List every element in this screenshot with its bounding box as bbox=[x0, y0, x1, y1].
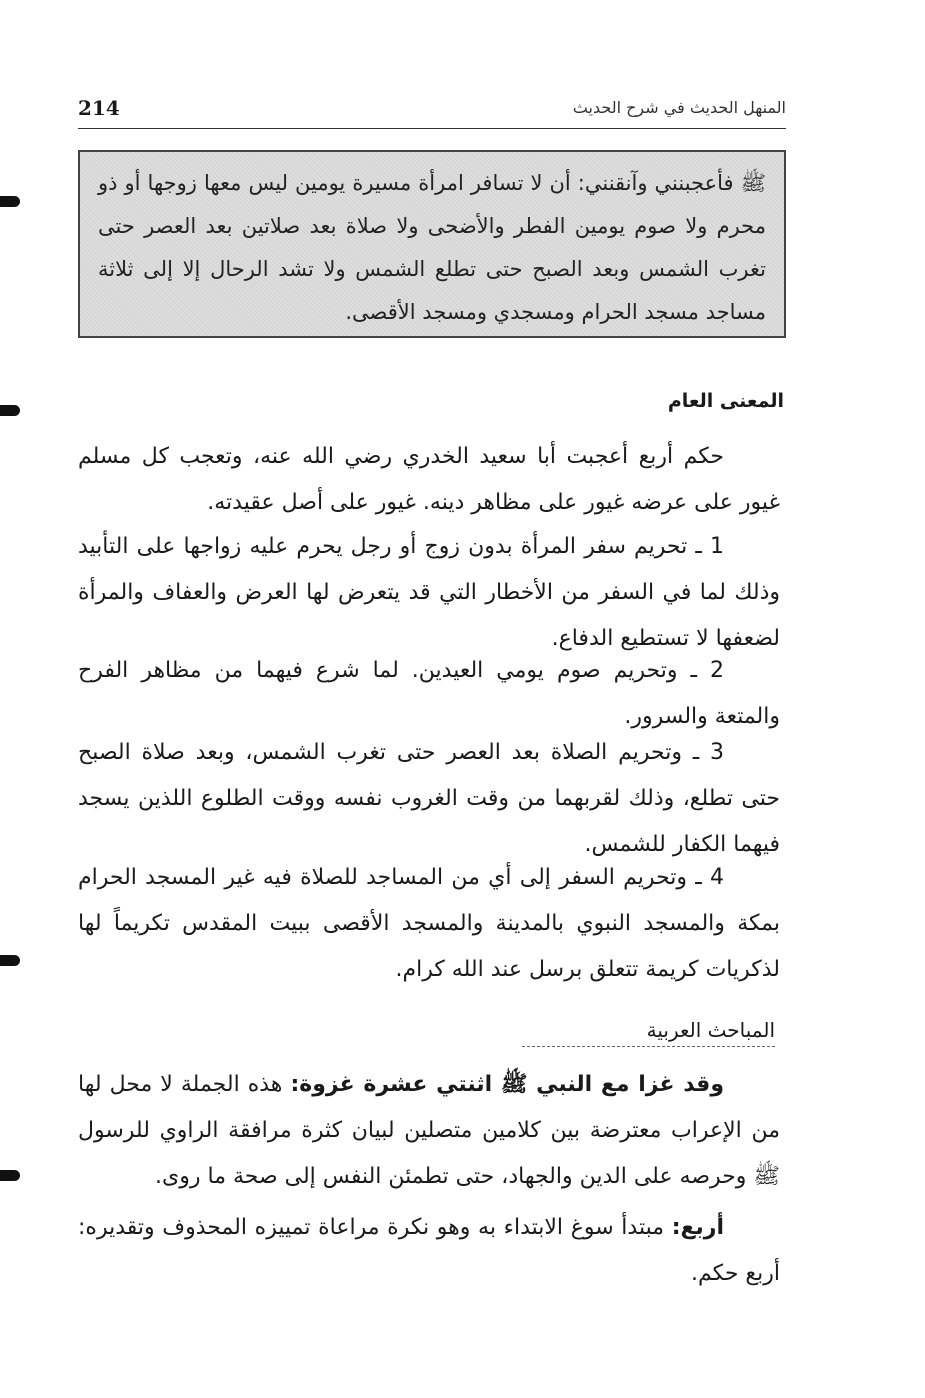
general-meaning-item-4: 4 ـ وتحريم السفر إلى أي من المساجد للصلاة فيه غير المسجد الحرام بمكة والمسجد النبوي بالمدينة والمسجد الأقصى ببيت المقدس تكريماً لها لذكريات كريمة تتعلق برسل عند الله كرام. bbox=[78, 865, 780, 982]
grammar-paragraph-2-lead: أربع: bbox=[671, 1215, 724, 1240]
margin-mark bbox=[0, 1170, 20, 1181]
page-number: 214 bbox=[78, 96, 120, 120]
grammar-paragraph-2-body: مبتدأ سوغ الابتداء به وهو نكرة مراعاة تمييزه المحذوف وتقديره: أربع حكم. bbox=[78, 1215, 780, 1286]
grammar-paragraph-1 bbox=[78, 1062, 780, 1200]
general-meaning-heading: المعنى العام bbox=[667, 390, 784, 412]
grammar-paragraph-1-body: هذه الجملة لا محل لها من الإعراب معترضة بين كلامين متصلين لبيان كثرة مرافقة الراوي للرسول ﷺ وحرصه على الدين والجهاد، حتى تطمئن النفس إلى صحة ما روى. bbox=[78, 1072, 780, 1189]
grammar-paragraph-2 bbox=[78, 1205, 780, 1297]
arabic-discussions-heading: المباحث العربية bbox=[522, 1018, 775, 1047]
general-meaning-item-2: 2 ـ وتحريم صوم يومي العيدين. لما شرع فيهما من مظاهر الفرح والمتعة والسرور. bbox=[78, 658, 780, 729]
margin-mark bbox=[0, 955, 20, 966]
margin-mark bbox=[0, 405, 20, 416]
running-header bbox=[78, 92, 786, 129]
margin-mark bbox=[0, 196, 20, 207]
general-meaning-item-1: 1 ـ تحريم سفر المرأة بدون زوج أو رجل يحرم عليه زواجها على التأبيد وذلك لما في السفر من الأخطار التي قد يتعرض لها العرض والعفاف والمرأة لضعفها لا تستطيع الدفاع. bbox=[78, 534, 780, 651]
running-title: المنهل الحديث في شرح الحديث bbox=[572, 98, 786, 117]
grammar-paragraph-1-lead: وقد غزا مع النبي ﷺ اثنتي عشرة غزوة: bbox=[290, 1072, 724, 1097]
general-meaning-item-3: 3 ـ وتحريم الصلاة بعد العصر حتى تغرب الشمس، وبعد صلاة الصبح حتى تطلع، وذلك لقربهما من وقت الغروب نفسه ووقت الطلوع اللذين يسجد فيهما الكفار للشمس. bbox=[78, 740, 780, 857]
general-meaning-intro: حكم أربع أعجبت أبا سعيد الخدري رضي الله عنه، وتعجب كل مسلم غيور على عرضه غيور على مظاهر دينه. غيور على أصل عقيدته. bbox=[78, 444, 780, 515]
hadith-text-box: ﷺ فأعجبنني وآنقنني: أن لا تسافر امرأة مسيرة يومين ليس معها زوجها أو ذو محرم ولا صوم يومين الفطر والأضحى ولا صلاة بعد صلاتين بعد العصر حتى تغرب الشمس وبعد الصبح حتى تطلع الشمس ولا تشد الرحال إلا إلى ثلاثة مساجد مسجد الحرام ومسجدي ومسجد الأقصى. bbox=[78, 150, 786, 338]
